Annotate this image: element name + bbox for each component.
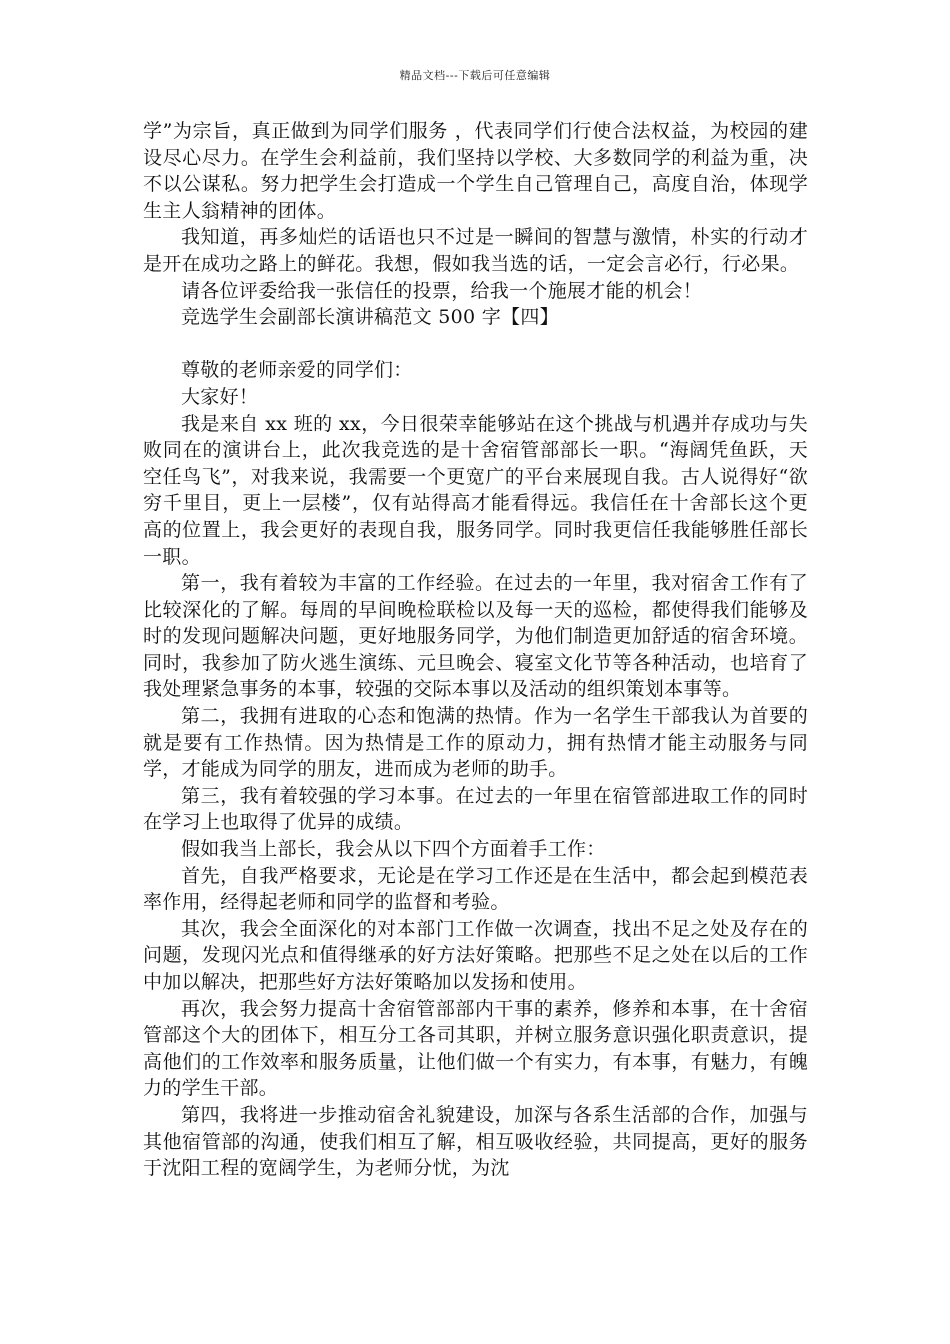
salutation: 尊敬的老师亲爱的同学们：	[181, 359, 413, 382]
paragraph: 假如我当上部长，我会从以下四个方面着手工作：	[181, 838, 606, 861]
section-title: 竞选学生会副部长演讲稿范文 500 字【四】	[181, 306, 559, 329]
document-body	[143, 118, 808, 1182]
paragraph: 首先，自我严格要求，无论是在学习工作还是在生活中，都会起到模范表率作用，经得起老师和同学的监督和考验。	[143, 864, 808, 914]
paragraph: 第一，我有着较为丰富的工作经验。在过去的一年里，我对宿舍工作有了比较深化的了解。每周的早间晚检联检以及每一天的巡检，都使得我们能够及时的发现问题解决问题，更好地服务同学，为他们制造更加舒适的宿舍环境。同时，我参加了防火逃生演练、元旦晚会、寝室文化节等各种活动，也培育了我处理紧急事务的本事，较强的交际本事以及活动的组织策划本事等。	[143, 572, 808, 701]
paragraph: 我知道，再多灿烂的话语也只不过是一瞬间的智慧与激情，朴实的行动才是开在成功之路上的鲜花。我想，假如我当选的话，一定会言必行，行必果。	[143, 226, 808, 275]
paragraph: 再次，我会努力提高十舍宿管部部内干事的素养，修养和本事，在十舍宿管部这个大的团体下，相互分工各司其职，并树立服务意识强化职责意识，提高他们的工作效率和服务质量，让他们做一个有实力，有本事，有魅力，有魄力的学生干部。	[143, 997, 808, 1100]
paragraph: 其次，我会全面深化的对本部门工作做一次调查，找出不足之处及存在的问题，发现闪光点和值得继承的好方法好策略。把那些不足之处在以后的工作中加以解决，把那些好方法好策略加以发扬和使用。	[143, 917, 808, 993]
page-header: 精品文档---下载后可任意编辑	[399, 69, 551, 82]
blank-line	[143, 331, 808, 358]
paragraph: 我是来自 xx 班的 xx，今日很荣幸能够站在这个挑战与机遇并存成功与失败同在的演讲台上，此次我竞选的是十舍宿管部部长一职。“海阔凭鱼跃，天空任鸟飞”，对我来说，我需要一个更宽广的平台来展现自我。古人说得好“欲穷千里目，更上一层楼”，仅有站得高才能看得远。我信任在十舍部长这个更高的位置上，我会更好的表现自我，服务同学。同时我更信任我能够胜任部长一职。	[143, 412, 808, 568]
greeting: 大家好！	[181, 385, 259, 408]
paragraph: 第二，我拥有进取的心态和饱满的热情。作为一名学生干部我认为首要的就是要有工作热情。因为热情是工作的原动力，拥有热情才能主动服务与同学，才能成为同学的朋友，进而成为老师的助手。	[143, 705, 808, 781]
paragraph: 第四，我将进一步推动宿舍礼貌建设，加深与各系生活部的合作，加强与其他宿管部的沟通，使我们相互了解，相互吸收经验，共同提高，更好的服务于沈阳工程的宽阔学生，为老师分忧，为沈	[143, 1103, 808, 1180]
paragraph: 第三，我有着较强的学习本事。在过去的一年里在宿管部进取工作的同时在学习上也取得了优异的成绩。	[143, 784, 808, 834]
paragraph-continuation: 学”为宗旨，真正做到为同学们服务 ，代表同学们行使合法权益，为校园的建设尽心尽力。在学生会利益前，我们坚持以学校、大多数同学的利益为重，决不以公谋私。努力把学生会打造成一个学生自己管理自己，高度自治，体现学生主人翁精神的团体。	[143, 120, 808, 222]
paragraph: 请各位评委给我一张信任的投票，给我一个施展才能的机会！	[181, 279, 703, 302]
